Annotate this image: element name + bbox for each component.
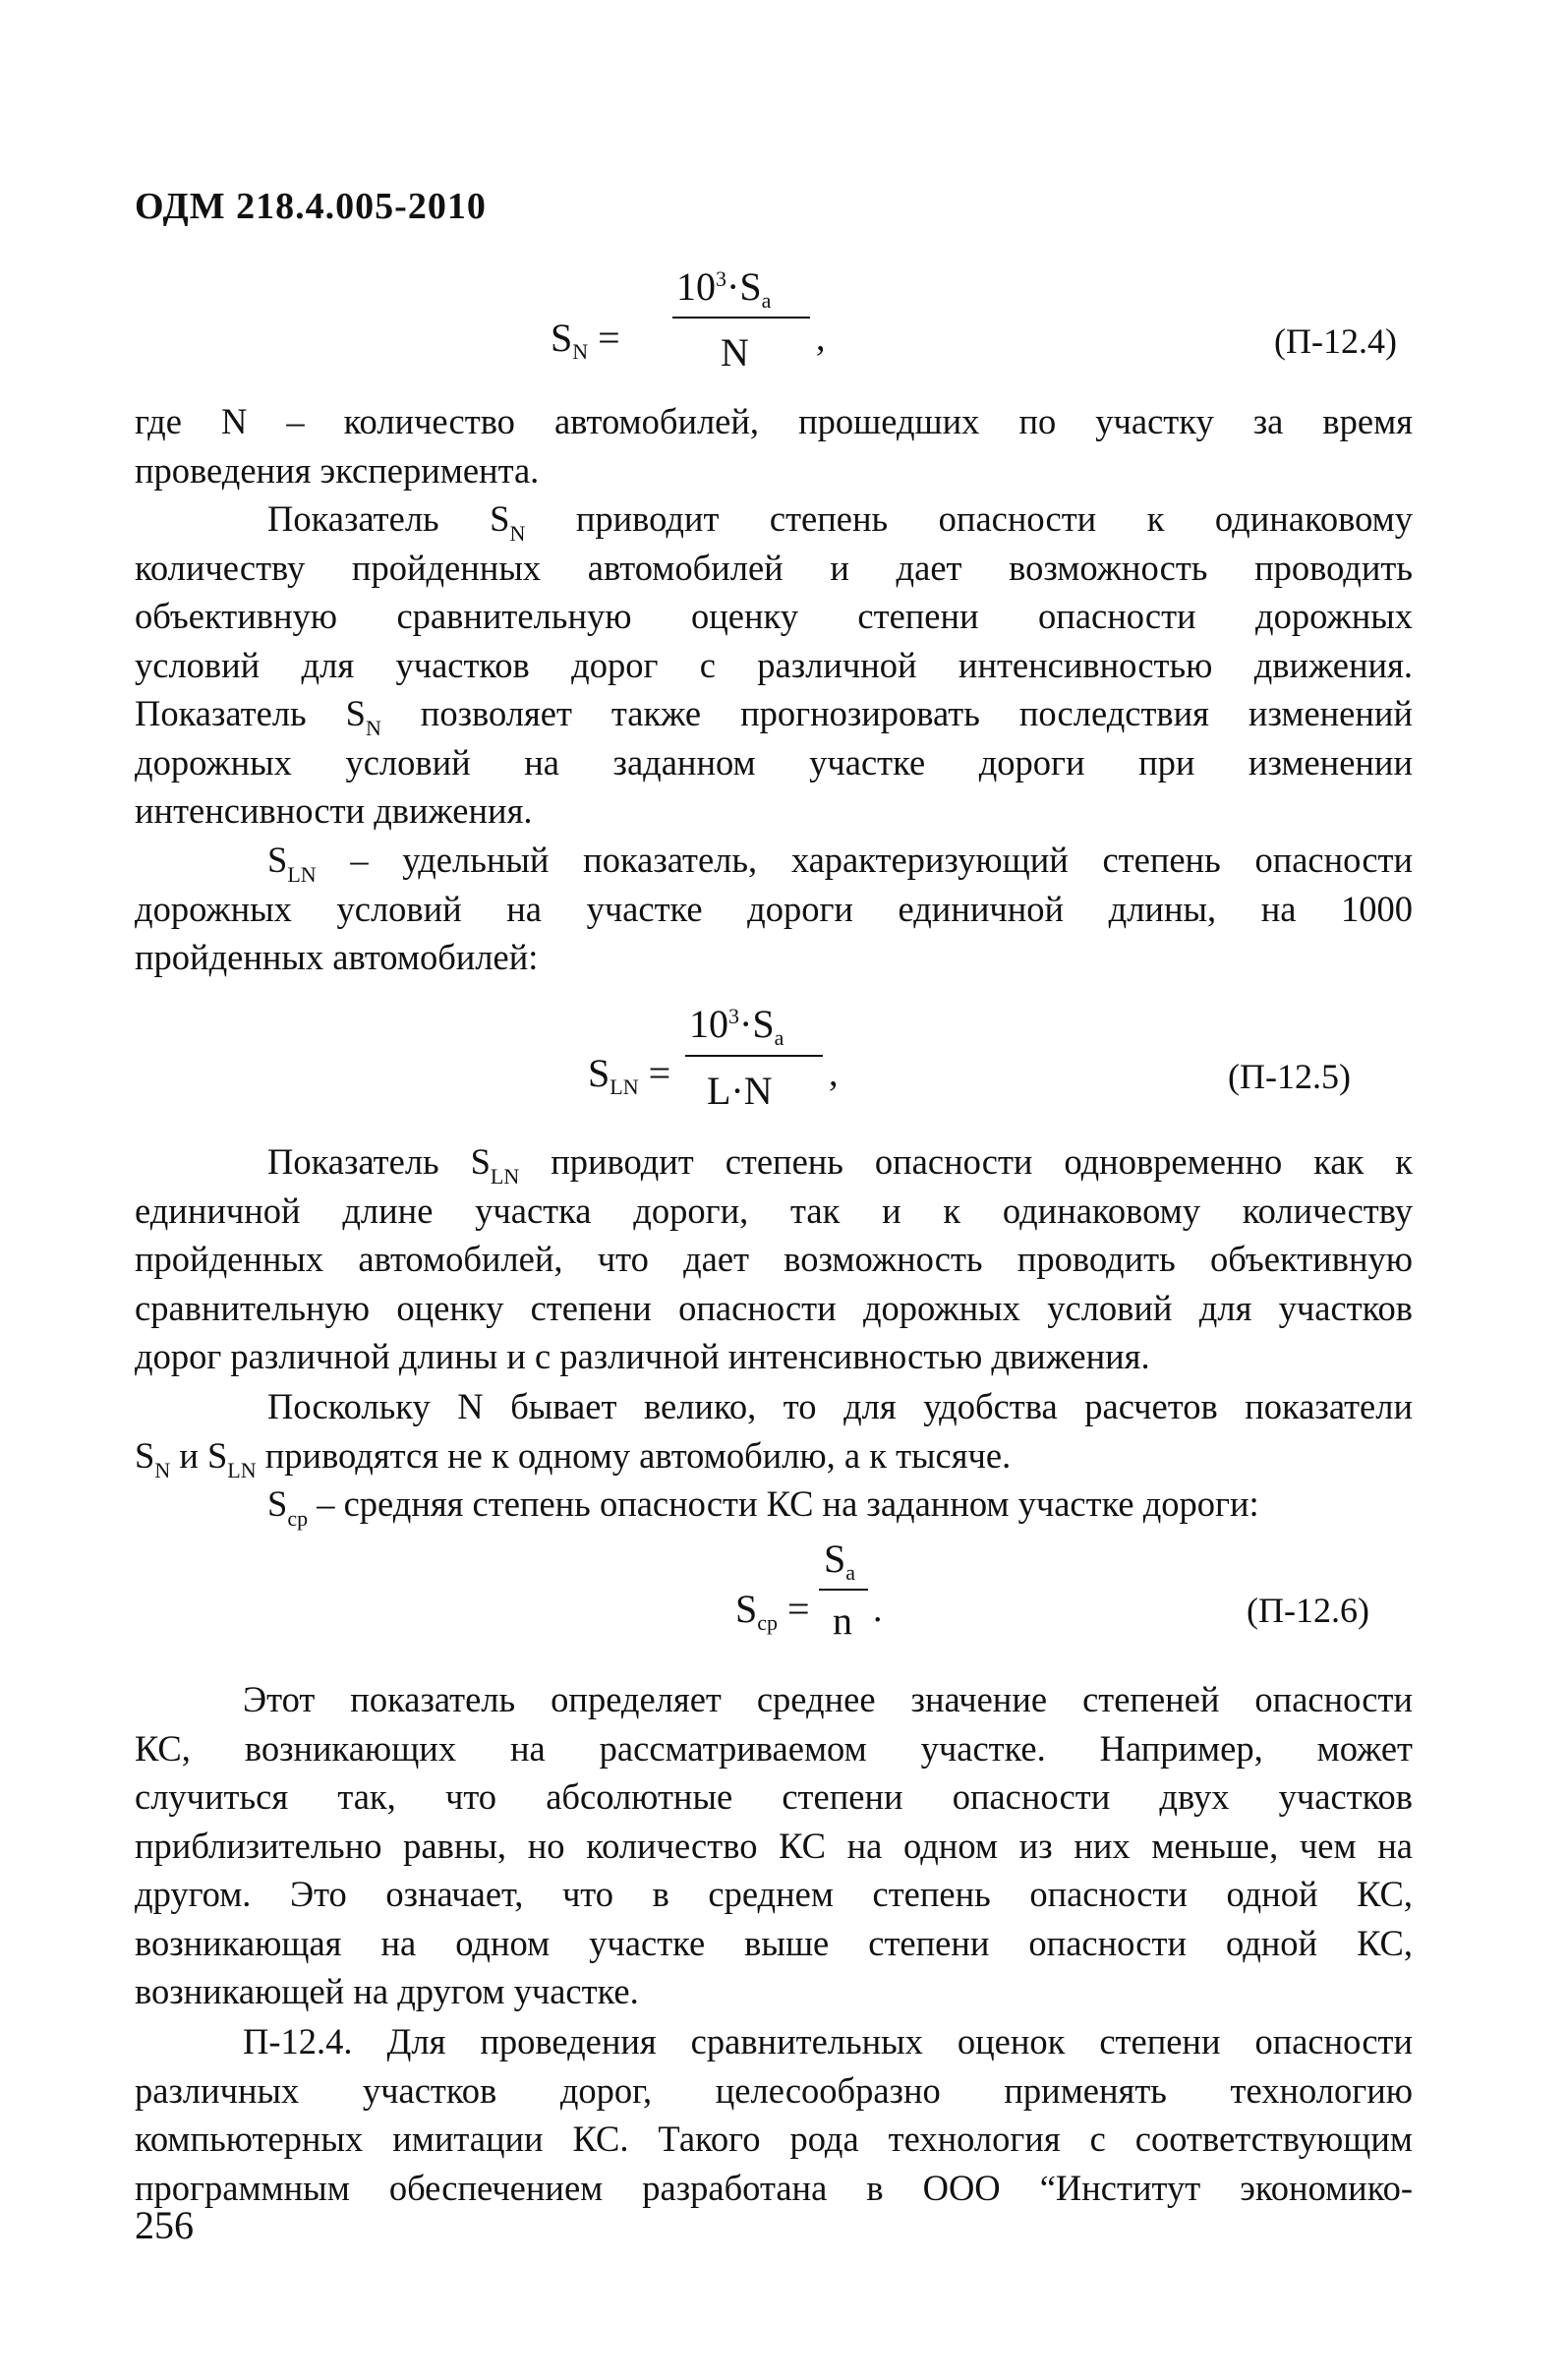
formula-sn-numerator: $10^3\cdot S_a$ xyxy=(676,264,772,313)
paragraph-where-n: где N – количество автомобилей, прошедших по участку за время проведения эксперимента. xyxy=(135,401,1413,491)
formula-scp-numerator: $S_a$ xyxy=(824,1537,856,1585)
page-number: 256 xyxy=(135,2203,194,2247)
formula-scp-denominator: n xyxy=(833,1598,852,1643)
formula-sn-eq: = xyxy=(598,316,620,360)
formula-sn-lhs: S xyxy=(551,316,573,360)
document-page: ОДМ 218.4.005-2010 $S_N$ = $10^3\cdot S_a$ N , (П-12.4) где N – количество автомобилей, прошедших по участку за время проведения эксперимента. Показатель $S_N$ приводит степень опасности к одинаковому количеству пройденных автомобилей и дает возможность проводить объективную сравнительную оценку степени опасности дорожных условий для участков дорог с различной интенсивностью движения. Показатель $S_N$ позволяет также прогнозировать последствия изменений дорожных условий на заданном участке дороги при изменении интенсивности движения. $S_{LN}$ – удельный показатель, характеризующий степень опасности дорожных условий на участке дороги единичной длины, на 1000 пройденных автомобилей: $S_{LN}$ = $10^3\cdot S_a$ L·N , (П-12.5) Показатель $S_{LN}$ приводит степень опасности одновременно как к единичной длине участка дороги, так и к одинаковому количеству пройденных автомобилей, что дает возможность проводить объективную сравнительную оценку степени опасности дорожных условий для участков дорог различной длины и с различной интенсивностью движения. Поскольку N бывает велико, то для удобства расчетов показатели $S_N$ и $S_{LN}$ приводятся не к одному автомобилю, а к тысяче. $S_{ср}$ – средняя степень опасности КС на заданном участке дороги: $S_{ср}$ = $S_a$ n . (П-12.6) Этот показатель определяет среднее значение степеней опасности КС, возникающих на рассматриваемом участке. Например, может случиться так, что абсолютные степени опасности двух участков приблизительно равны, но количество КС на одном из них меньше, чем на другом. Это означает, что в среднем степень опасности одной КС, возникающая на одном участке выше степени опасности одной КС, возникающей на другом участке. П-12.4. Для проведения сравнительных оценок степени опасности различных участков дорог, целесообразно применять технологию компьютерных имитации КС. Такого рода технология с соответствующим программным обеспечением разработана в ООО “Институт экономико- 256 xyxy=(135,186,1413,2247)
formula-sn-denominator: N xyxy=(721,330,749,375)
formula-sln-lhs: S xyxy=(588,1051,610,1095)
paragraph-scp-definition: $S_{ср}$ – средняя степень опасности КС на заданном участке дороги: xyxy=(267,1483,1259,1531)
formula-scp-fraction-bar xyxy=(819,1589,868,1591)
paragraph-average-danger: Этот показатель определяет среднее значение степеней опасности КС, возникающих на рассматриваемом участке. Например, может случиться так, что абсолютные степени опасности двух участков приблизительно равны, но количество КС на одном из них меньше, чем на другом. Это означает, что в среднем степень опасности одной КС, возникающая на одном участке выше степени опасности одной КС, возникающей на другом участке. xyxy=(135,1679,1413,2011)
paragraph-per-thousand: Поскольку N бывает велико, то для удобства расчетов показатели $S_N$ и $S_{LN}$ приводятся не к одному автомобилю, а к тысяче. xyxy=(135,1386,1413,1482)
formula-scp-lhs: S xyxy=(735,1587,758,1631)
formula-sn-fraction-bar xyxy=(672,317,810,319)
formula-scp-number: (П-12.6) xyxy=(1247,1591,1369,1630)
formula-sln-numerator: $10^3\cdot S_a$ xyxy=(689,1002,784,1050)
paragraph-section-p12-4: П-12.4. Для проведения сравнительных оценок степени опасности различных участков дорог, целесообразно применять технологию компьютерных имитации КС. Такого рода технология с соответствующим программным обеспечением разработана в ООО “Институт экономико- xyxy=(135,2021,1413,2208)
paragraph-sln-definition: $S_{LN}$ – удельный показатель, характеризующий степень опасности дорожных условий на участке дороги единичной длины, на 1000 пройденных автомобилей: xyxy=(135,840,1413,977)
paragraph-sn-description: Показатель $S_N$ приводит степень опасности к одинаковому количеству пройденных автомобилей и дает возможность проводить объективную сравнительную оценку степени опасности дорожных условий для участков дорог с различной интенсивностью движения. Показатель $S_N$ позволяет также прогнозировать последствия изменений дорожных условий на заданном участке дороги при изменении интенсивности движения. xyxy=(135,498,1413,831)
document-code-header: ОДМ 218.4.005-2010 xyxy=(135,186,487,227)
formula-sln-fraction-bar xyxy=(685,1055,823,1057)
paragraph-sln-description: Показатель $S_{LN}$ приводит степень опасности одновременно как к единичной длине участка дороги, так и к одинаковому количеству пройденных автомобилей, что дает возможность проводить объективную сравнительную оценку степени опасности дорожных условий для участков дорог различной длины и с различной интенсивностью движения. xyxy=(135,1141,1413,1376)
formula-sln-denominator: L·N xyxy=(707,1069,773,1113)
formula-sn-number: (П-12.4) xyxy=(1274,321,1397,361)
formula-sln-number: (П-12.5) xyxy=(1228,1057,1351,1096)
